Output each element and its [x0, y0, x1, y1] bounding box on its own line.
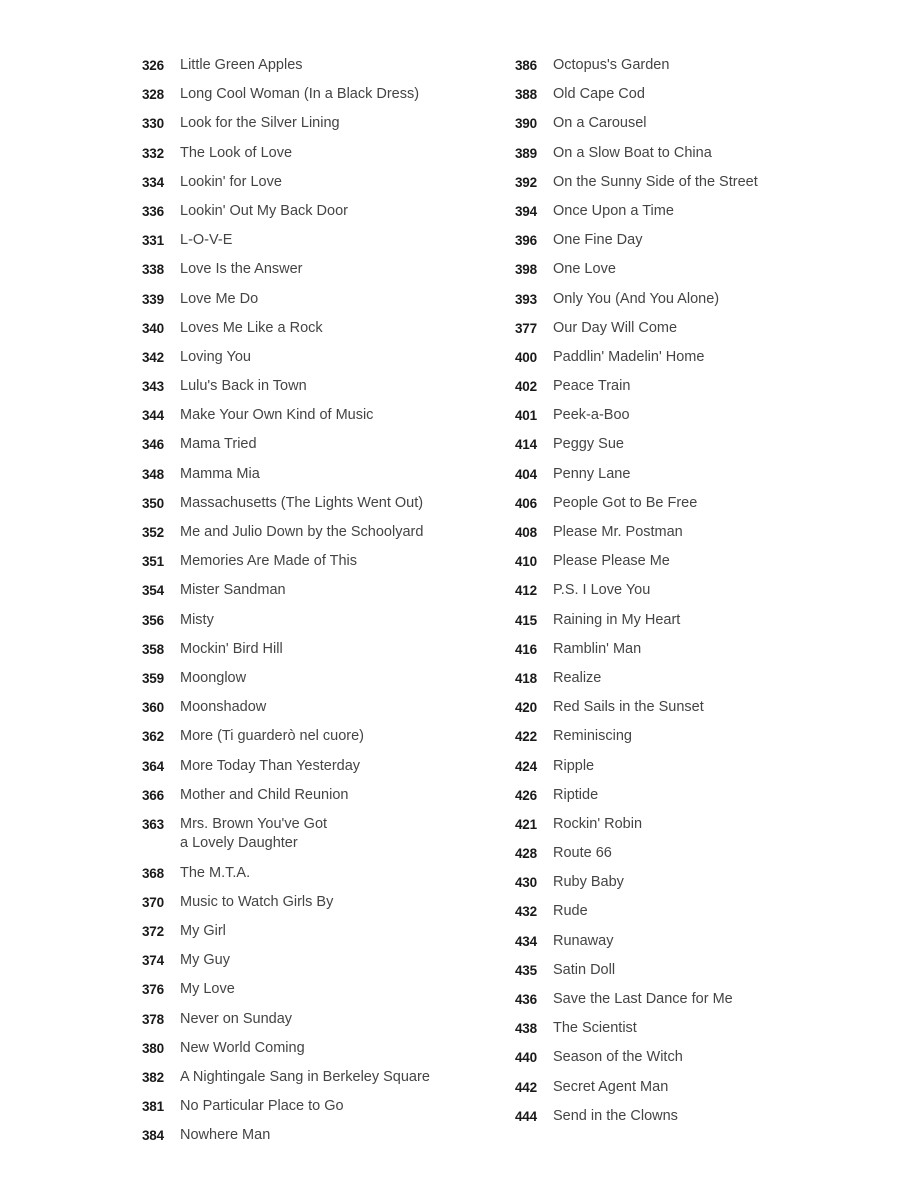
page-number: 350: [142, 495, 164, 511]
song-title: Moonglow: [180, 669, 247, 686]
index-entry: [515, 173, 885, 202]
index-entry: [142, 1039, 492, 1068]
index-entry: [142, 1126, 492, 1155]
song-title: Secret Agent Man: [553, 1078, 669, 1095]
index-entry: [142, 465, 492, 494]
song-title: Memories Are Made of This: [180, 553, 358, 570]
page-number: 435: [515, 962, 537, 978]
page-number: 422: [515, 729, 537, 745]
page-number: 393: [515, 291, 537, 307]
index-entry: [142, 1097, 492, 1126]
song-title: More (Ti guarderò nel cuore): [180, 728, 365, 745]
index-entry: [142, 494, 492, 523]
song-title: The Look of Love: [180, 144, 293, 161]
page-number: 351: [142, 554, 164, 570]
page-number: 416: [515, 641, 537, 657]
page-number: 358: [142, 641, 164, 657]
index-entry: [515, 406, 885, 435]
song-title: One Love: [553, 261, 616, 278]
song-title: Rude: [553, 903, 588, 920]
page-number: 440: [515, 1050, 537, 1066]
song-title: Lookin' for Love: [180, 173, 282, 190]
song-title: Our Day Will Come: [553, 319, 678, 336]
song-title: Lulu's Back in Town: [180, 378, 307, 395]
song-title: One Fine Day: [553, 232, 643, 249]
song-title: Peek-a-Boo: [553, 407, 630, 424]
page-number: 428: [515, 846, 537, 862]
page-number: 360: [142, 700, 164, 716]
index-entry: [142, 377, 492, 406]
page-number: 368: [142, 865, 164, 881]
index-entry: [515, 85, 885, 114]
index-entry: [515, 669, 885, 698]
song-title: L-O-V-E: [180, 232, 233, 249]
index-entry: [142, 319, 492, 348]
page-number: 352: [142, 525, 164, 540]
index-entry: [515, 114, 885, 143]
song-title: Lookin' Out My Back Door: [180, 202, 348, 219]
song-title: Send in the Clowns: [553, 1107, 678, 1124]
page-number: 386: [515, 58, 537, 73]
page-number: 348: [142, 466, 164, 482]
song-title: Ruby Baby: [553, 874, 624, 891]
page-number: 340: [142, 320, 164, 336]
song-title: Once Upon a Time: [553, 202, 674, 219]
index-entry: [515, 319, 885, 348]
index-entry: [142, 815, 492, 864]
page-number: 326: [142, 58, 164, 73]
page-number: 418: [515, 670, 537, 686]
page-number: 420: [515, 700, 537, 716]
song-title: My Girl: [180, 922, 226, 939]
index-entry: [515, 552, 885, 581]
page-number: 406: [515, 495, 537, 511]
index-entry: [515, 231, 885, 260]
index-entry: [142, 435, 492, 464]
song-title: Please Please Me: [553, 553, 670, 570]
song-title: A Nightingale Sang in Berkeley Square: [180, 1068, 430, 1085]
index-entry: [142, 144, 492, 173]
song-title: Raining in My Heart: [553, 611, 681, 628]
song-title: Mister Sandman: [180, 582, 286, 599]
page-number: 424: [515, 758, 537, 774]
song-title: Season of the Witch: [553, 1049, 683, 1066]
song-title: Mother and Child Reunion: [180, 786, 349, 803]
song-title: Mrs. Brown You've Got a Lovely Daughter: [180, 815, 328, 852]
page-number: 388: [515, 87, 537, 103]
index-entry: [515, 698, 885, 727]
index-entry: [515, 1107, 885, 1136]
index-entry: [142, 980, 492, 1009]
song-title: Mama Tried: [180, 436, 257, 453]
page-number: 408: [515, 525, 537, 540]
page-number: 396: [515, 233, 537, 249]
song-title: Long Cool Woman (In a Black Dress): [180, 86, 420, 103]
index-entry: [515, 56, 885, 85]
song-title: Please Mr. Postman: [553, 524, 683, 540]
page-number: 328: [142, 87, 164, 103]
song-title: Mockin' Bird Hill: [180, 640, 283, 657]
page-number: 384: [142, 1128, 164, 1144]
song-title: Paddlin' Madelin' Home: [553, 348, 705, 365]
song-title: Old Cape Cod: [553, 86, 645, 103]
page-number: 444: [515, 1108, 537, 1124]
page-number: 430: [515, 875, 537, 891]
index-entry: [515, 640, 885, 669]
page-number: 380: [142, 1040, 164, 1056]
index-entry: [515, 902, 885, 931]
song-title: Mamma Mia: [180, 465, 260, 482]
song-title: On a Carousel: [553, 115, 647, 132]
page-number: 372: [142, 923, 164, 939]
page-number: 389: [515, 145, 537, 161]
index-entry: [515, 202, 885, 231]
page-number: 331: [142, 233, 164, 249]
song-title: Runaway: [553, 932, 614, 949]
page-number: 377: [515, 320, 537, 336]
song-title: Moonshadow: [180, 699, 267, 716]
song-title: Little Green Apples: [180, 57, 303, 73]
page-number: 394: [515, 203, 537, 219]
page-number: 363: [142, 816, 164, 832]
index-entry: [142, 173, 492, 202]
song-title: Ramblin' Man: [553, 640, 642, 657]
page-number: 432: [515, 904, 537, 920]
page-number: 334: [142, 174, 164, 190]
index-entry: [515, 144, 885, 173]
index-entry: [142, 348, 492, 377]
song-title: The Scientist: [553, 1020, 637, 1037]
song-title: Reminiscing: [553, 728, 632, 745]
index-entry: [142, 523, 492, 552]
page-number: 436: [515, 992, 537, 1007]
index-entry: [515, 348, 885, 377]
song-title: More Today Than Yesterday: [180, 757, 361, 774]
index-entry: [515, 727, 885, 756]
song-title: Me and Julio Down by the Schoolyard: [180, 524, 424, 540]
song-title: Penny Lane: [553, 465, 631, 482]
page-number: 412: [515, 583, 537, 599]
index-entry: [142, 669, 492, 698]
index-entry: [515, 377, 885, 406]
song-title: People Got to Be Free: [553, 494, 698, 511]
index-entry: [142, 951, 492, 980]
page-number: 390: [515, 116, 537, 132]
index-entry: [515, 844, 885, 873]
song-title: Music to Watch Girls By: [180, 893, 334, 910]
index-entry: [142, 864, 492, 893]
page-number: 381: [142, 1099, 164, 1115]
index-entry: [515, 494, 885, 523]
index-entry: [142, 85, 492, 114]
song-title: Massachusetts (The Lights Went Out): [180, 494, 424, 511]
index-entry: [515, 523, 885, 552]
song-title: Realize: [553, 669, 602, 686]
page-number: 330: [142, 116, 164, 132]
song-title: Octopus's Garden: [553, 57, 670, 73]
song-title: Route 66: [553, 845, 612, 862]
left-column: [142, 56, 492, 1155]
song-title: New World Coming: [180, 1039, 305, 1056]
index-entry: [515, 873, 885, 902]
page-number: 398: [515, 262, 537, 278]
song-title: My Guy: [180, 952, 230, 969]
page-number: 364: [142, 758, 164, 774]
index-entry: [515, 465, 885, 494]
index-entry: [515, 757, 885, 786]
song-title: Riptide: [553, 786, 599, 803]
index-entry: [142, 893, 492, 922]
index-entry: [142, 406, 492, 435]
page-number: 359: [142, 670, 164, 686]
index-entry: [142, 290, 492, 319]
index-entry: [142, 727, 492, 756]
page-number: 392: [515, 174, 537, 190]
index-entry: [142, 581, 492, 610]
song-title: Love Is the Answer: [180, 261, 303, 278]
index-entry: [515, 990, 885, 1019]
song-title: On the Sunny Side of the Street: [553, 173, 758, 190]
right-column: [515, 56, 885, 1136]
index-entry: [515, 1019, 885, 1048]
page-number: 421: [515, 816, 537, 832]
page-number: 343: [142, 379, 164, 395]
song-title: Rockin' Robin: [553, 815, 643, 832]
song-title: Nowhere Man: [180, 1127, 271, 1144]
page-number: 404: [515, 466, 537, 482]
index-entry: [142, 757, 492, 786]
song-title: Never on Sunday: [180, 1010, 293, 1027]
page-number: 346: [142, 437, 164, 453]
song-title: No Particular Place to Go: [180, 1098, 344, 1115]
index-entry: [142, 552, 492, 581]
page-number: 434: [515, 933, 537, 949]
index-entry: [515, 435, 885, 464]
page-number: 410: [515, 554, 537, 570]
index-entry: [515, 1048, 885, 1077]
index-entry: [515, 932, 885, 961]
song-title: The M.T.A.: [180, 864, 251, 881]
page-number: 336: [142, 203, 164, 219]
index-entry: [142, 640, 492, 669]
song-title: Ripple: [553, 757, 595, 774]
page-number: 442: [515, 1079, 537, 1095]
page-number: 339: [142, 291, 164, 307]
song-title: Satin Doll: [553, 961, 616, 978]
song-title: On a Slow Boat to China: [553, 144, 712, 161]
page-number: 342: [142, 349, 164, 365]
index-entry: [142, 698, 492, 727]
index-entry: [515, 961, 885, 990]
page-number: 332: [142, 145, 164, 161]
page-number: 401: [515, 408, 537, 424]
song-title: Peggy Sue: [553, 436, 624, 453]
song-title: Red Sails in the Sunset: [553, 699, 704, 716]
index-entry: [142, 786, 492, 815]
song-title: My Love: [180, 981, 235, 998]
index-entry: [515, 1078, 885, 1107]
index-entry: [515, 786, 885, 815]
index-entry: [142, 1010, 492, 1039]
page-number: 338: [142, 262, 164, 278]
song-title: Make Your Own Kind of Music: [180, 407, 374, 424]
page-number: 400: [515, 349, 537, 365]
page-number: 376: [142, 982, 164, 998]
page-number: 362: [142, 729, 164, 745]
page-number: 414: [515, 437, 537, 453]
index-entry: [142, 260, 492, 289]
song-title: P.S. I Love You: [553, 582, 651, 599]
page-number: 382: [142, 1069, 164, 1085]
song-title: Love Me Do: [180, 290, 259, 307]
page-number: 426: [515, 787, 537, 803]
page-number: 370: [142, 894, 164, 910]
index-entry: [142, 611, 492, 640]
index-entry: [515, 611, 885, 640]
index-entry: [142, 114, 492, 143]
page-number: 402: [515, 379, 537, 395]
index-entry: [515, 290, 885, 319]
index-entry: [142, 56, 492, 85]
index-entry: [515, 260, 885, 289]
index-entry: [142, 231, 492, 260]
index-entry: [515, 815, 885, 844]
song-title: Save the Last Dance for Me: [553, 991, 733, 1007]
page-number: 438: [515, 1021, 537, 1037]
page-number: 354: [142, 583, 164, 599]
page-number: 344: [142, 408, 164, 424]
song-title: Loves Me Like a Rock: [180, 319, 323, 336]
page-number: 374: [142, 953, 164, 969]
index-entry: [515, 581, 885, 610]
song-title: Loving You: [180, 348, 251, 365]
index-entry: [142, 1068, 492, 1097]
page-number: 356: [142, 612, 164, 628]
song-title: Peace Train: [553, 378, 631, 395]
page-number: 378: [142, 1011, 164, 1027]
index-entry: [142, 202, 492, 231]
song-title: Look for the Silver Lining: [180, 115, 340, 132]
song-title: Only You (And You Alone): [553, 290, 720, 307]
page-number: 415: [515, 612, 537, 628]
song-title: Misty: [180, 611, 214, 628]
page-number: 366: [142, 787, 164, 803]
index-entry: [142, 922, 492, 951]
